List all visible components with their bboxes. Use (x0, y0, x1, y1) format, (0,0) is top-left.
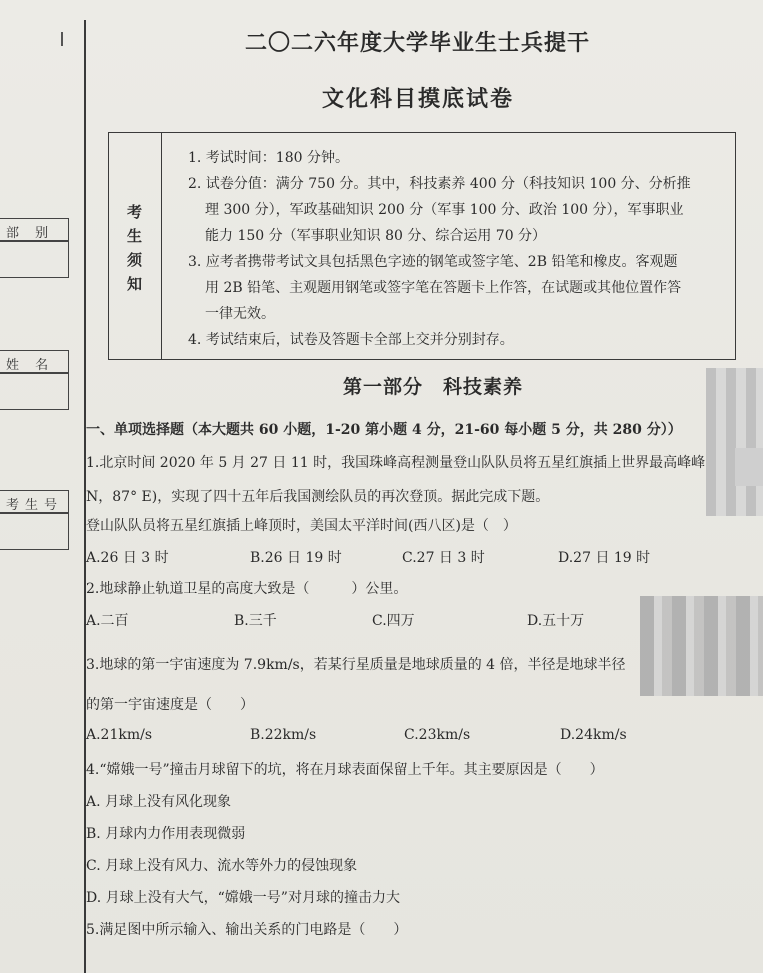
notice-item: 4. 考试结束后，试卷及答题卡全部上交并分别封存。 (188, 332, 514, 348)
department-label: 部 别 (6, 226, 55, 241)
notice-item: 3. 应考者携带考试文具包括黑色字迹的钢笔或签字笔、2B 铅笔和橡皮。客观题 (188, 254, 678, 270)
question-1-line1: 1.北京时间 2020 年 5 月 27 日 11 时，我国珠峰高程测量登山队队员将五星红旗插上世界最高峰峰 (86, 455, 706, 471)
question-2-option-a[interactable]: A.二百 (86, 613, 129, 629)
section-heading: 一、单项选择题（本大题共 60 小题，1-20 第小题 4 分，21-60 每小题 5 分，共 280 分）） (86, 422, 682, 438)
notice-char: 考 (127, 203, 143, 221)
exam-subtitle: 文化科目摸底试卷 (322, 86, 515, 112)
question-1-option-c[interactable]: C.27 日 3 时 (402, 550, 485, 566)
blurred-watermark (640, 596, 763, 696)
question-2-option-b[interactable]: B.三千 (234, 613, 277, 629)
notice-item: 理 300 分），军政基础知识 200 分（军事 100 分、政治 100 分），军事职业 (205, 202, 684, 218)
question-4-option-d[interactable]: D. 月球上没有大气，“嫦娥一号”对月球的撞击力大 (86, 890, 400, 906)
margin-tick (61, 32, 63, 46)
notice-item: 1. 考试时间：180 分钟。 (188, 150, 349, 166)
notice-char: 生 (127, 227, 143, 245)
question-1-line2: N，87° E)，实现了四十五年后我国测绘队员的再次登顶。据此完成下题。 (86, 489, 550, 505)
question-1-line3: 登山队队员将五星红旗插上峰顶时，美国太平洋时间(西八区)是（ ） (86, 518, 517, 534)
question-5-stem: 5.满足图中所示输入、输出关系的门电路是（ ） (86, 922, 408, 938)
question-1-option-a[interactable]: A.26 日 3 时 (86, 550, 169, 566)
question-2-option-c[interactable]: C.四万 (372, 613, 415, 629)
question-2-stem: 2.地球静止轨道卫星的高度大致是（ ）公里。 (86, 581, 408, 597)
question-3-line2: 的第一宇宙速度是（ ） (86, 697, 254, 713)
question-1-option-d[interactable]: D.27 日 19 时 (558, 550, 651, 566)
notice-char: 须 (127, 251, 143, 269)
student-id-label: 考生号 (6, 498, 64, 513)
notice-item: 用 2B 铅笔、主观题用钢笔或签字笔在答题卡上作答，在试题或其他位置作答 (205, 280, 682, 296)
question-1-option-b[interactable]: B.26 日 19 时 (250, 550, 342, 566)
question-2-option-d[interactable]: D.五十万 (527, 613, 585, 629)
notice-label-column (109, 133, 162, 359)
notice-char: 知 (127, 275, 143, 293)
question-4-option-c[interactable]: C. 月球上没有风力、流水等外力的侵蚀现象 (86, 858, 358, 874)
question-4-option-b[interactable]: B. 月球内力作用表现微弱 (86, 826, 246, 842)
notice-item: 能力 150 分（军事职业知识 80 分、综合运用 70 分） (205, 228, 547, 244)
question-3-line1: 3.地球的第一宇宙速度为 7.9km/s，若某行星质量是地球质量的 4 倍，半径是地球半径 (86, 657, 626, 673)
section-title: 第一部分 科技素养 (343, 376, 524, 398)
name-label: 姓 名 (6, 358, 55, 373)
blurred-watermark (735, 448, 763, 486)
exam-title: 二〇二六年度大学毕业生士兵提干 (245, 30, 591, 56)
question-4-option-a[interactable]: A. 月球上没有风化现象 (86, 794, 232, 810)
question-3-option-c[interactable]: C.23km/s (404, 727, 471, 743)
question-3-option-d[interactable]: D.24km/s (560, 727, 627, 743)
question-4-stem: 4.“嫦娥一号”撞击月球留下的坑，将在月球表面保留上千年。其主要原因是（ ） (86, 762, 604, 778)
exam-notice-box (108, 132, 736, 360)
notice-item: 一律无效。 (205, 306, 275, 322)
notice-item: 2. 试卷分值：满分 750 分。其中，科技素养 400 分（科技知识 100 分、分析推 (188, 176, 691, 192)
question-3-option-b[interactable]: B.22km/s (250, 727, 317, 743)
question-3-option-a[interactable]: A.21km/s (86, 727, 153, 743)
blurred-watermark (706, 368, 763, 516)
